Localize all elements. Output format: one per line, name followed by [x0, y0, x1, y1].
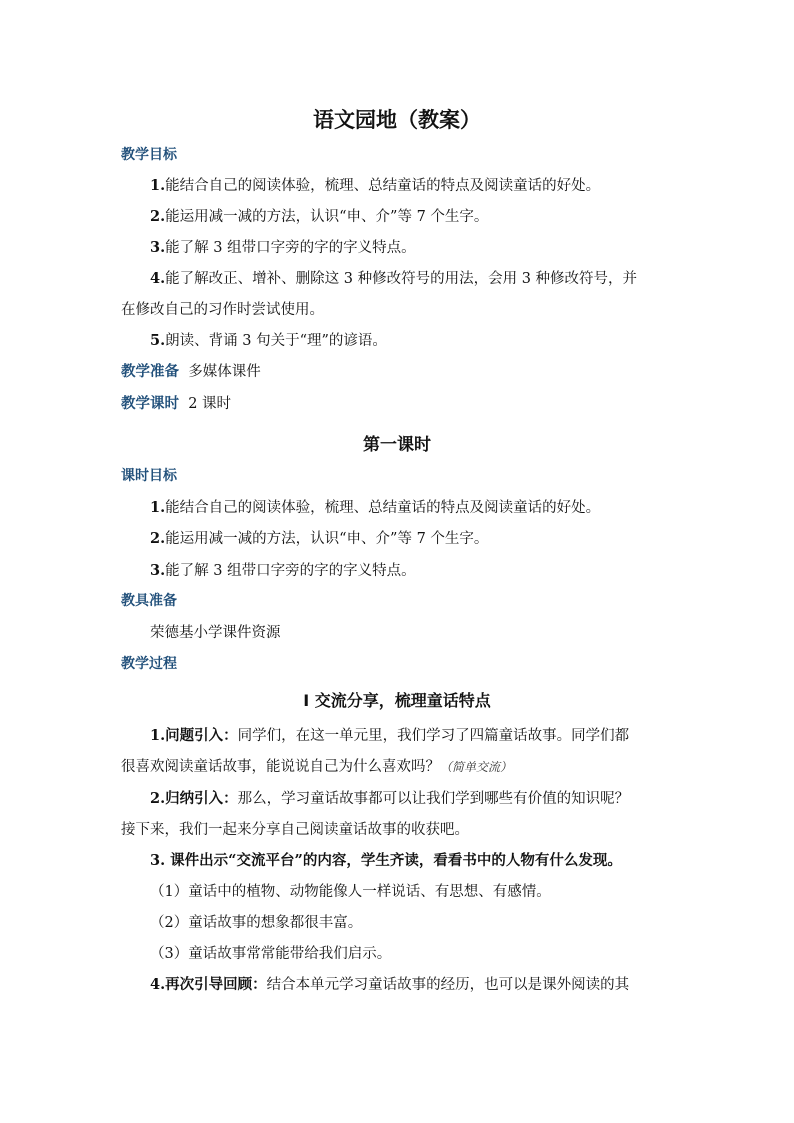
step-label: 再次引导回顾：	[165, 976, 267, 993]
goal-number: 2.	[150, 208, 166, 225]
goal-text: 能了解 3 组带口字旁的字的字义特点。	[165, 240, 416, 256]
step-2	[150, 789, 629, 809]
tools-value: 荣德基小学课件资源	[150, 625, 281, 641]
goal-text: 能运用减一减的方法，认识“申、介”等 7 个生字。	[165, 209, 489, 225]
section-title: Ⅰ 交流分享，梳理童话特点	[303, 691, 491, 710]
goal-item-4-continuation: 在修改自己的习作时尝试使用。	[121, 302, 324, 318]
lesson-goal-item-3	[150, 561, 416, 581]
goal-item-1	[150, 176, 600, 196]
goal-number: 3.	[150, 239, 166, 256]
lesson-goal-text: 能了解 3 组带口字旁的字的字义特点。	[165, 563, 416, 579]
goal-text: 能结合自己的阅读体验，梳理、总结童话的特点及阅读童话的好处。	[165, 178, 601, 194]
step-3-item-1: （1）童话中的植物、动物能像人一样说话、有思想、有感情。	[150, 884, 551, 900]
goal-text: 朗读、背诵 3 句关于“理”的谚语。	[165, 333, 387, 349]
teaching-prep-label: 教学准备	[121, 364, 179, 380]
teaching-hours	[121, 394, 231, 414]
step-label: 归纳引入：	[165, 790, 238, 807]
step-number: 4.	[150, 976, 166, 993]
teaching-prep-value: 多媒体课件	[188, 364, 261, 380]
tools-heading: 教具准备	[121, 593, 177, 609]
goal-item-2	[150, 207, 488, 227]
goal-number: 4.	[150, 270, 166, 287]
step-3-item-3: （3）童话故事常常能带给我们启示。	[150, 946, 392, 962]
goal-item-3	[150, 238, 416, 258]
step-text: 同学们，在这一单元里，我们学习了四篇童话故事。同学们都	[237, 728, 630, 744]
process-heading: 教学过程	[121, 656, 177, 672]
step-2-continuation: 接下来，我们一起来分享自己阅读童话故事的收获吧。	[121, 822, 469, 838]
step-4	[150, 975, 629, 995]
teaching-hours-value: 2 课时	[188, 396, 232, 412]
step-3-item-2: （2）童话故事的想象都很丰富。	[150, 915, 363, 931]
step-number: 1.	[150, 727, 166, 744]
goal-item-5	[150, 331, 387, 351]
step-label: 问题引入：	[165, 727, 238, 744]
goals-heading: 教学目标	[121, 147, 177, 163]
goal-item-4	[150, 269, 637, 289]
step-1	[150, 726, 629, 746]
goal-number: 5.	[150, 332, 166, 349]
step-1-continuation	[121, 757, 512, 777]
goal-number: 1.	[150, 177, 166, 194]
lesson-goal-text: 能结合自己的阅读体验，梳理、总结童话的特点及阅读童话的好处。	[165, 500, 601, 516]
step-3: 3. 课件出示“交流平台”的内容，学生齐读，看看书中的人物有什么发现。	[150, 852, 622, 869]
lesson-goals-heading: 课时目标	[121, 468, 177, 484]
step-number: 2.	[150, 790, 166, 807]
goal-text: 能了解改正、增补、删除这 3 种修改符号的用法，会用 3 种修改符号，并	[165, 271, 638, 287]
lesson-goal-item-1	[150, 498, 600, 518]
teaching-prep	[121, 362, 261, 382]
step-text: 很喜欢阅读童话故事，能说说自己为什么喜欢吗？	[121, 759, 440, 775]
lesson-goal-text: 能运用减一减的方法，认识“申、介”等 7 个生字。	[165, 531, 489, 547]
lesson-goal-item-2	[150, 529, 488, 549]
lesson-goal-number: 2.	[150, 530, 166, 547]
lesson-title: 第一课时	[363, 435, 431, 455]
step-text: 结合本单元学习童话故事的经历，也可以是课外阅读的其	[266, 977, 630, 993]
lesson-goal-number: 3.	[150, 562, 166, 579]
teaching-hours-label: 教学课时	[121, 396, 179, 412]
handwritten-note: （简单交流）	[440, 760, 513, 774]
lesson-goal-number: 1.	[150, 499, 166, 516]
step-text: 那么，学习童话故事都可以让我们学到哪些有价值的知识呢？	[237, 791, 630, 807]
page-title: 语文园地（教案）	[313, 108, 481, 132]
